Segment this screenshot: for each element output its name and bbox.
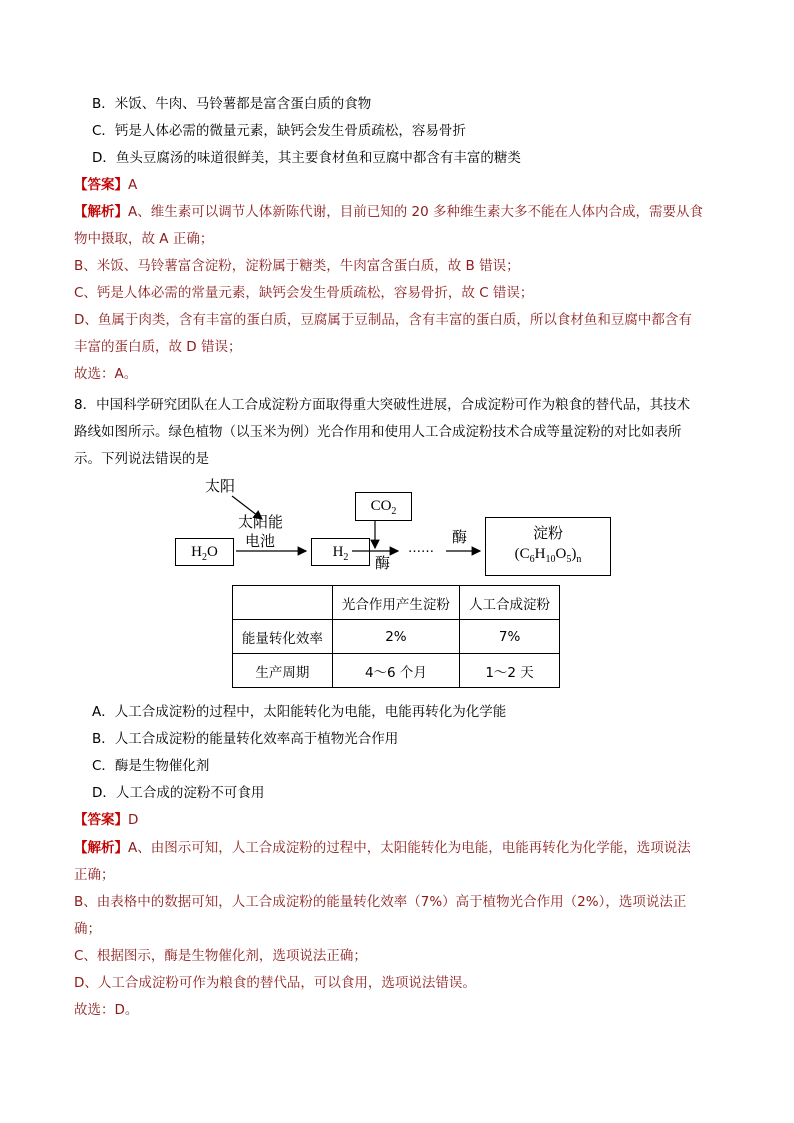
starch-formula-sub: 10 [545,554,556,565]
q8-conclusion: 故选：D。 [74,1002,139,1018]
answer-tag: 【答案】 [74,812,128,828]
analysis-tag: 【解析】 [74,204,128,220]
q7-analysis-text: C、钙是人体必需的常量元素，缺钙会发生骨质疏松，容易骨折，故 C 错误； [74,285,534,301]
q8-analysis-text: 正确； [74,867,115,883]
q8-analysis-text: D、人工合成淀粉可作为粮食的替代品，可以食用，选项说法错误。 [74,975,476,991]
starch-label: 淀粉 [532,524,563,542]
q8-option-d: D．人工合成的淀粉不可食用 [92,785,265,801]
h2-formula: H [332,544,344,560]
h2o-subscript: 2 [202,552,207,563]
table-cell: 7% [460,620,560,654]
starch-formula-part: (C [514,546,530,562]
solar-cell-label: 太阳能 [238,513,284,531]
q8-option-a: A．人工合成淀粉的过程中，太阳能转化为电能，电能再转化为化学能 [92,704,507,720]
h2o-formula: H [191,544,202,560]
h2o-box [175,538,234,566]
q7-option-b: B．米饭、牛肉、马铃薯都是富含蛋白质的食物 [92,96,372,112]
co2-subscript: 2 [391,506,397,517]
q7-analysis-text: 丰富的蛋白质，故 D 错误； [74,339,242,355]
analysis-tag: 【解析】 [74,840,128,856]
q8-analysis-text: C、根据图示，酶是生物催化剂，选项说法正确； [74,948,367,964]
starch-formula-part: O [555,546,567,562]
table-row [233,620,560,654]
q8-analysis-line [74,838,691,858]
q7-analysis-text: B、米饭、马铃薯富含淀粉，淀粉属于糖类，牛肉富含蛋白质，故 B 错误； [74,258,520,274]
table-header-row [233,586,560,620]
starch-formula-part: ) [571,546,577,562]
table-cell: 1～2 天 [460,654,560,688]
starch-box [485,517,611,576]
q8-analysis-text: B、由表格中的数据可知，人工合成淀粉的能量转化效率（7%）高于植物光合作用（2%），选项说法正 [74,894,687,910]
enzyme-label: 酶 [452,528,468,546]
starch-formula-part: H [534,546,546,562]
table-cell: 2% [332,620,459,654]
q8-answer-line [74,810,138,830]
h2-box [311,538,370,566]
q8-option-b: B．人工合成淀粉的能量转化效率高于植物光合作用 [92,731,399,747]
q7-analysis-text: D、鱼属于肉类，含有丰富的蛋白质，豆腐属于豆制品，含有丰富的蛋白质，所以食材鱼和豆腐中都含有 [74,312,692,328]
q7-option-c: C．钙是人体必需的微量元素，缺钙会发生骨质疏松，容易骨折 [92,123,466,139]
starch-formula [486,546,610,565]
table-cell: 能量转化效率 [233,620,333,654]
q7-answer: A [128,177,138,193]
enzyme-label: 酶 [375,554,391,572]
co2-box [355,492,412,521]
q8-stem: 8．中国科学研究团队在人工合成淀粉方面取得重大突破性进展，合成淀粉可作为粮食的替代品，其技术 [74,397,691,413]
solar-cell-label: 电池 [245,532,276,550]
q7-conclusion: 故选：A。 [74,366,138,382]
comparison-table [232,585,560,688]
h2o-formula: O [207,544,218,560]
q7-analysis-text: 物中摄取，故 A 正确； [74,231,214,247]
q8-analysis-text: A、由图示可知，人工合成淀粉的过程中，太阳能转化为电能，电能再转化为化学能，选项说法 [128,840,691,856]
h2-subscript: 2 [343,552,349,563]
table-row [233,654,560,688]
answer-tag: 【答案】 [74,177,128,193]
sun-label: 太阳 [205,477,236,495]
q7-option-d: D．鱼头豆腐汤的味道很鲜美，其主要食材鱼和豆腐中都含有丰富的糖类 [92,150,521,166]
q7-analysis-text: A、维生素可以调节人体新陈代谢，目前已知的 20 多种维生素大多不能在人体内合成，需要从食 [128,204,703,220]
q8-option-c: C．酶是生物催化剂 [92,758,210,774]
table-cell: 生产周期 [233,654,333,688]
co2-formula: CO [370,498,392,514]
starch-formula-sub: 6 [529,554,535,565]
ellipsis-dots: …… [408,541,434,556]
q8-analysis-text: 确； [74,921,101,937]
q8-stem: 示。下列说法错误的是 [74,451,209,467]
q8-stem: 路线如图所示。绿色植物（以玉米为例）光合作用和使用人工合成淀粉技术合成等量淀粉的对比如表所 [74,424,682,440]
starch-formula-sub: n [576,554,582,565]
table-header-cell [233,586,333,620]
table-header-cell: 人工合成淀粉 [460,586,560,620]
table-header-cell: 光合作用产生淀粉 [332,586,459,620]
table-cell: 4～6 个月 [332,654,459,688]
starch-formula-sub: 5 [566,554,572,565]
q8-answer: D [128,812,139,828]
